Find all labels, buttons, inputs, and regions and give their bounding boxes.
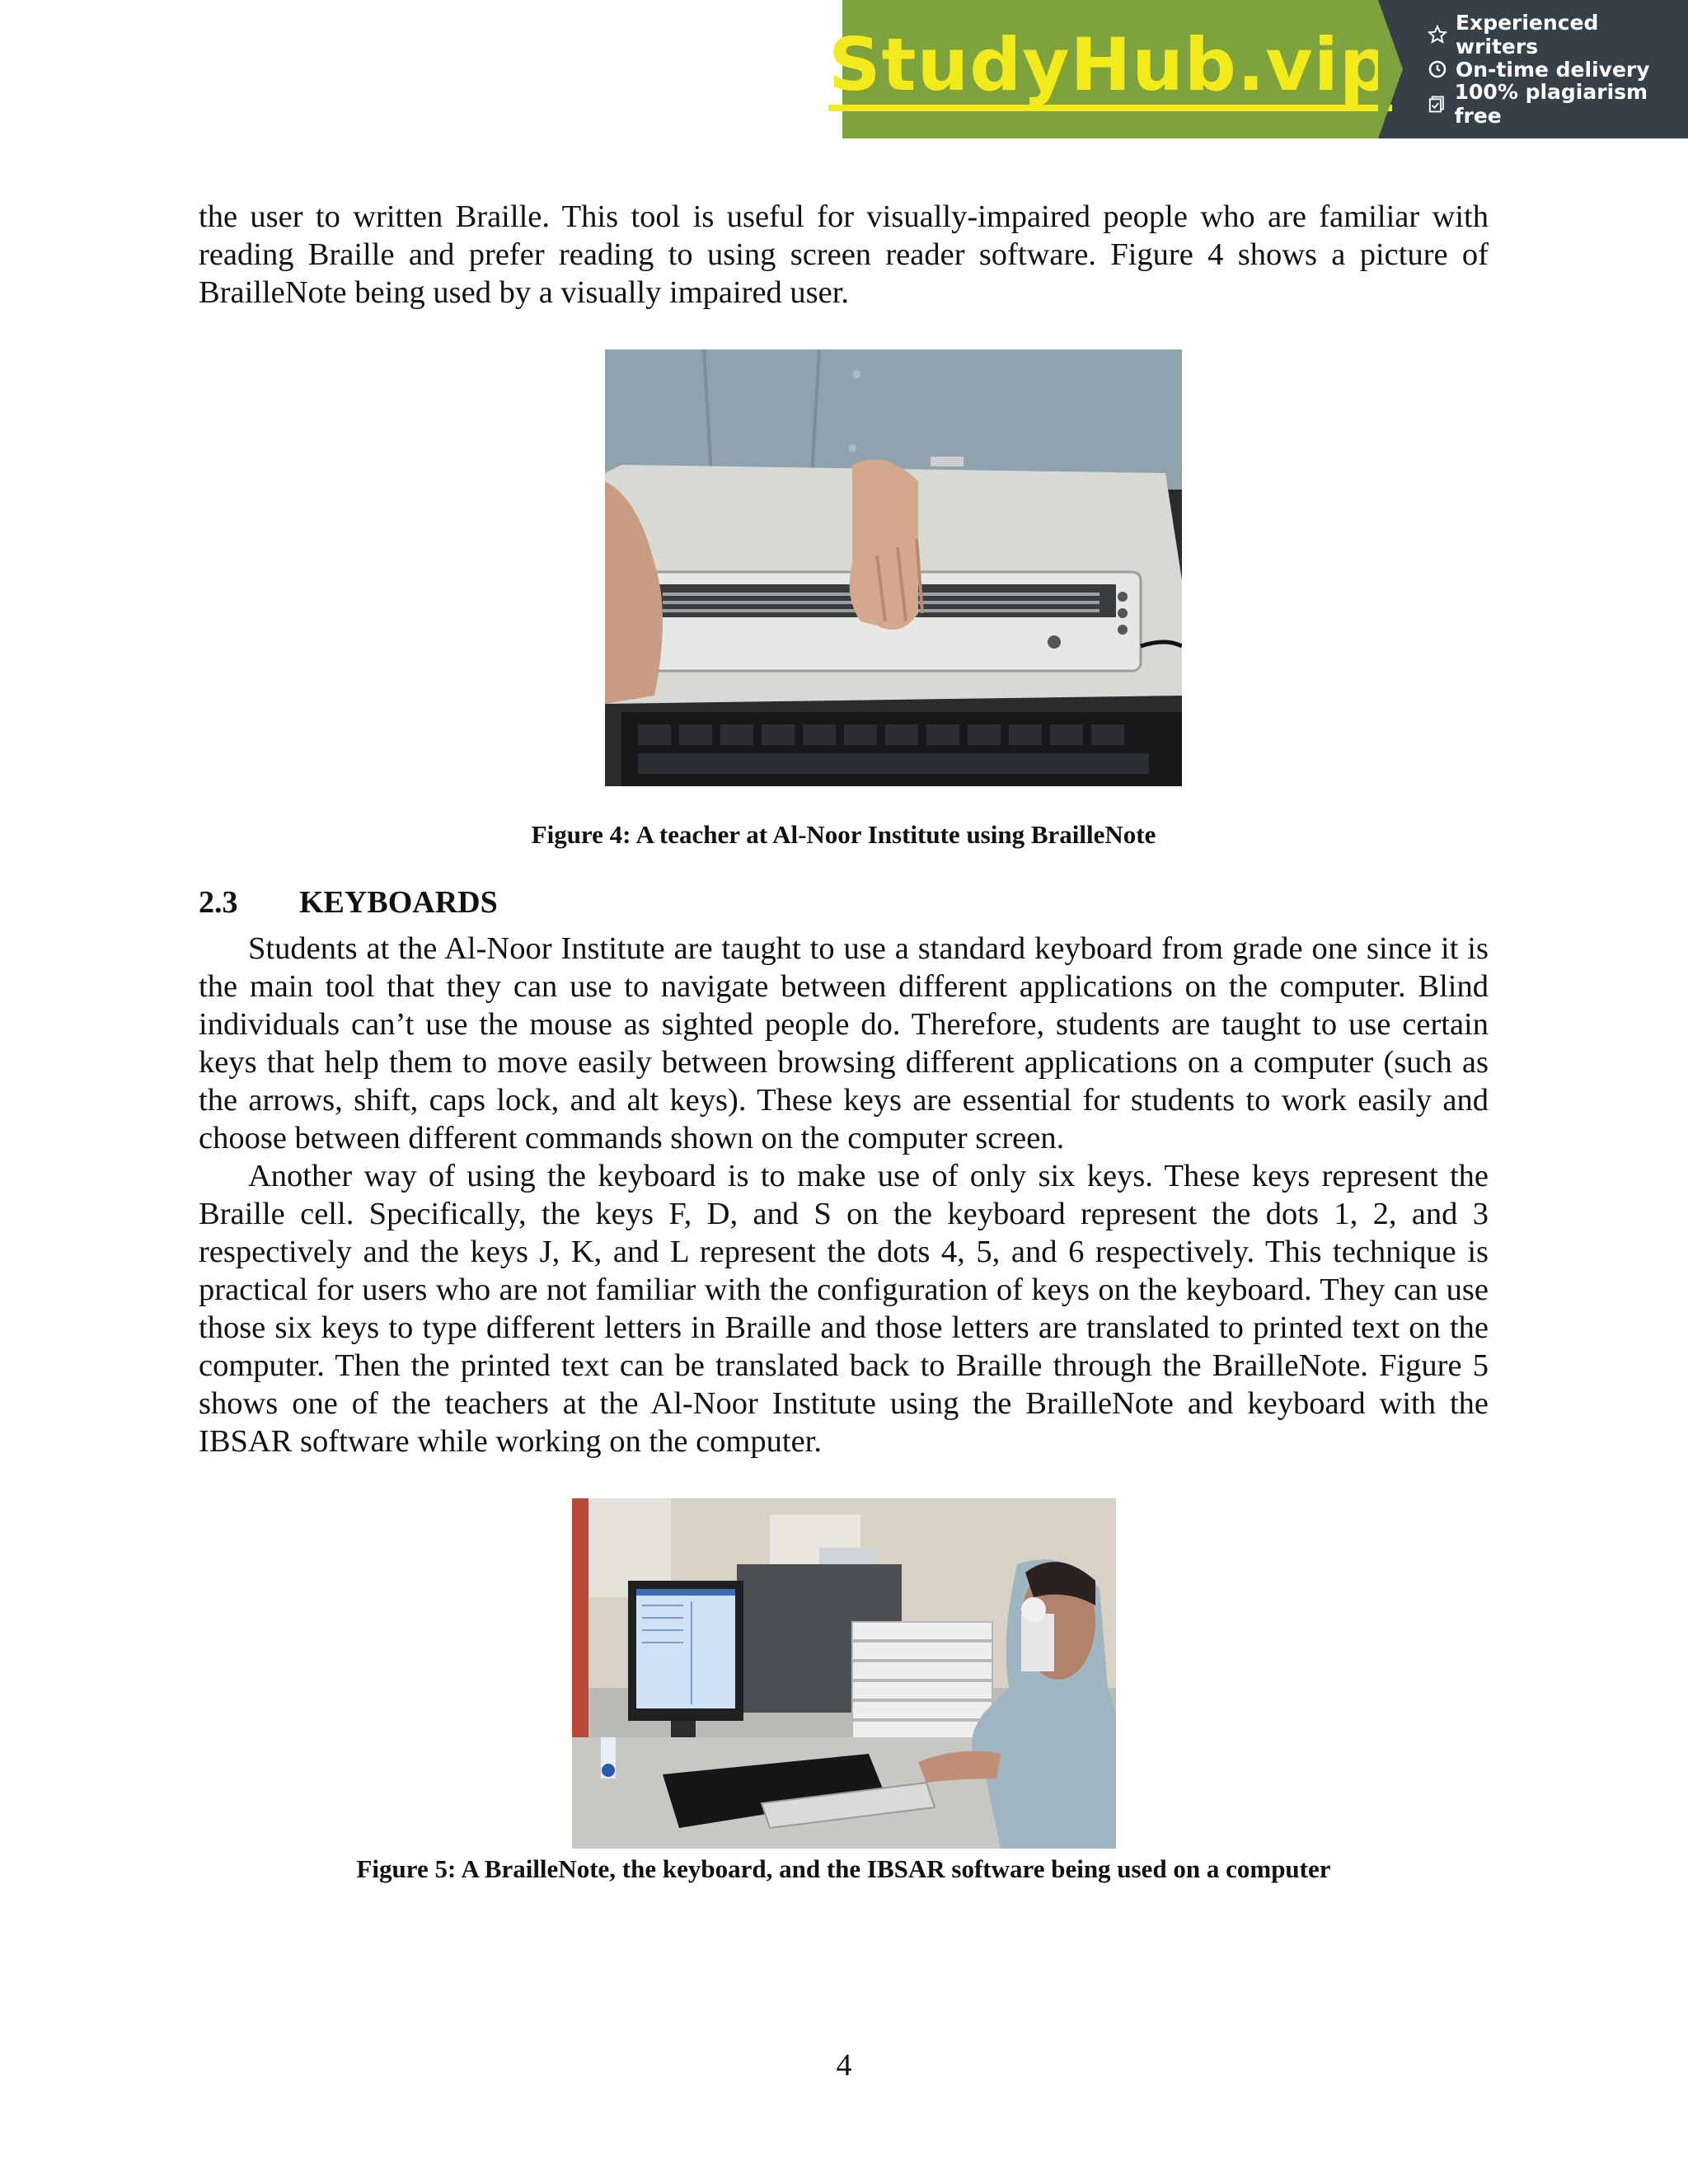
feature-text: Experienced writers [1455, 11, 1599, 59]
feature-text: 100% plagiarism free [1454, 80, 1648, 128]
intro-paragraph: the user to written Braille. This tool is useful for visually-impaired people who are familiar with reading Braille and prefer reading to using screen reader software. Figure 4 shows a picture of BrailleNote being used by a visually impaired user. [199, 199, 1489, 310]
studyhub-banner[interactable] [828, 0, 1688, 138]
feature-plagiarism-free [1428, 80, 1688, 128]
document-check-icon [1428, 94, 1447, 114]
keyboards-paragraph-2: Another way of using the keyboard is to make use of only six keys. These keys represent the Braille cell. Specifically, the keys F, D, and S on the keyboard represent the dots 1, 2, and 3 respectively and the keys J, K, and L represent the dots 4, 5, and 6 respectively. This technique is practical for users who are not familiar with the configuration of keys on the keyboard. They can use those six keys to type different letters in Braille and those letters are translated to printed text on the computer. Then the printed text can be translated back to Braille through the BrailleNote. Figure 5 shows one of the teachers at the Al-Noor Institute using the BrailleNote and keyboard with the IBSAR software while working on the computer. [199, 1159, 1489, 1459]
figure-4-caption: Figure 4: A teacher at Al-Noor Institute using BrailleNote [531, 820, 1156, 849]
page-number: 4 [836, 2048, 852, 2083]
star-icon [1428, 25, 1447, 45]
section-title: KEYBOARDS [299, 885, 498, 920]
feature-experienced-writers [1428, 11, 1688, 59]
clock-icon [1428, 59, 1447, 79]
studyhub-logo[interactable] [828, 0, 1392, 138]
section-heading [199, 883, 498, 921]
figure-5-image [572, 1498, 1116, 1849]
keyboards-paragraph-1: Students at the Al-Noor Institute are taught to use a standard keyboard from grade one since it is the main tool that they can use to navigate between different applications on the computer. Blind individuals can’t use the mouse as sighted people do. Therefore, students are taught to use certain keys that help them to move easily between browsing different applications on a computer (such as the arrows, shift, caps lock, and alt keys). These keys are essential for students to work easily and choose between different commands shown on the computer screen. [199, 931, 1489, 1155]
figure-5-caption: Figure 5: A BrailleNote, the keyboard, and the IBSAR software being used on a computer [356, 1854, 1331, 1883]
banner-features [1378, 0, 1688, 138]
section-number: 2.3 [199, 885, 238, 920]
feature-text: On-time delivery [1456, 57, 1650, 82]
figure-4-image [605, 349, 1182, 786]
logo-text: StudyHub.vip [828, 27, 1392, 111]
